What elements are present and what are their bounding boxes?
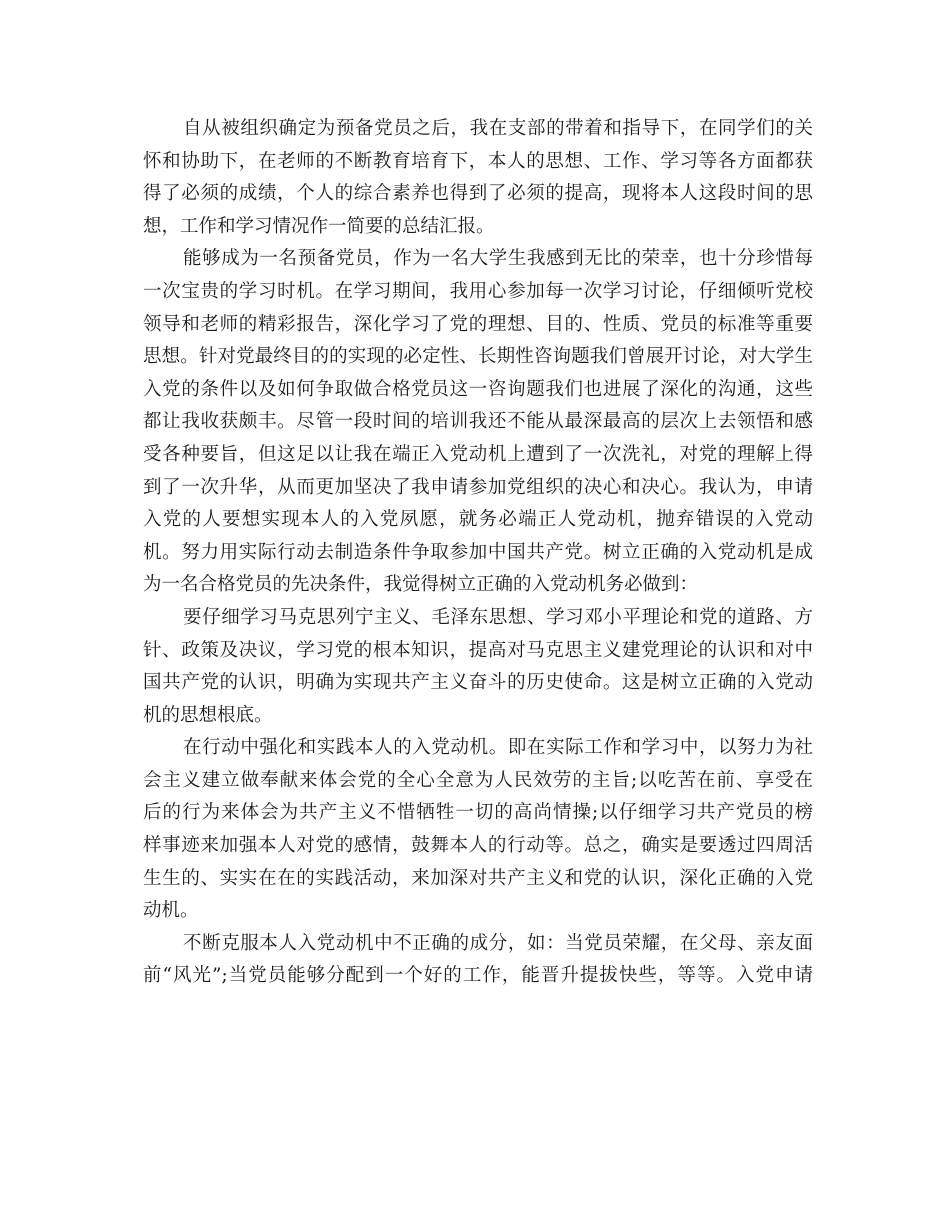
text-line: 不断克服本人入党动机中不正确的成分，如：当党员荣耀，在父母、亲友面 [183,932,813,954]
text-line: 怀和协助下，在老师的不断教育培育下，本人的思想、工作、学习等各方面都获 [143,150,813,172]
text-line: 后的行为来体会为共产主义不惜牺牲一切的高尚情操;以仔细学习共产党员的榜 [143,802,813,824]
text-line: 能够成为一名预备党员，作为一名大学生我感到无比的荣幸，也十分珍惜每 [183,248,813,270]
paragraph-3 [143,602,813,732]
text-line: 思想。针对党最终目的的实现的必定性、长期性咨询题我们曾展开讨论，对大学生 [143,346,813,368]
text-line: 到了一次升华，从而更加坚决了我申请参加党组织的决心和决心。我认为，申请 [143,476,813,498]
text-line: 为一名合格党员的先决条件，我觉得树立正确的入党动机务必做到： [143,574,699,596]
paragraph-4 [143,732,813,928]
text-line: 针、政策及决议，学习党的根本知识，提高对马克思主义建党理论的认识和对中 [143,639,813,661]
text-line: 机的思想根底。 [143,704,273,726]
text-line: 机。努力用实际行动去制造条件争取参加中国共产党。树立正确的入党动机是成 [143,541,813,563]
text-line: 领导和老师的精彩报告，深化学习了党的理想、目的、性质、党员的标准等重要 [143,313,813,335]
text-line: 国共产党的认识，明确为实现共产主义奋斗的历史使命。这是树立正确的入党动 [143,672,813,694]
text-line: 生生的、实实在在的实践活动，来加深对共产主义和党的认识，深化正确的入党 [143,867,813,889]
text-line: 想，工作和学习情况作一简要的总结汇报。 [143,215,495,237]
text-line: 动机。 [143,900,199,922]
text-line: 样事迹来加强本人对党的感情，鼓舞本人的行动等。总之，确实是要透过四周活 [143,835,813,857]
document-body [143,113,813,993]
text-line: 一次宝贵的学习时机。在学习期间，我用心参加每一次学习讨论，仔细倾听党校 [143,280,813,302]
text-line: 自从被组织确定为预备党员之后，我在支部的带着和指导下，在同学们的关 [183,118,813,139]
text-line: 在行动中强化和实践本人的入党动机。即在实际工作和学习中，以努力为社 [183,737,813,759]
text-line: 入党的条件以及如何争取做合格党员这一咨询题我们也进展了深化的沟通，这些 [143,378,813,400]
text-line: 入党的人要想实现本人的入党夙愿，就务必端正人党动机，抛弃错误的入党动 [143,509,813,531]
paragraph-5 [143,928,813,993]
paragraph-2 [143,243,813,602]
text-line: 要仔细学习马克思列宁主义、毛泽东思想、学习邓小平理论和党的道路、方 [183,606,813,628]
paragraph-1 [143,113,813,243]
text-line: 会主义建立做奉献来体会党的全心全意为人民效劳的主旨;以吃苦在前、享受在 [143,769,813,791]
text-line: 前“风光”;当党员能够分配到一个好的工作，能晋升提拔快些，等等。入党申请 [143,965,813,987]
text-line: 受各种要旨，但这足以让我在端正入党动机上遭到了一次洗礼，对党的理解上得 [143,443,813,465]
text-line: 都让我收获颇丰。尽管一段时间的培训我还不能从最深最高的层次上去领悟和感 [143,411,813,433]
text-line: 得了必须的成绩，个人的综合素养也得到了必须的提高，现将本人这段时间的思 [143,183,813,205]
